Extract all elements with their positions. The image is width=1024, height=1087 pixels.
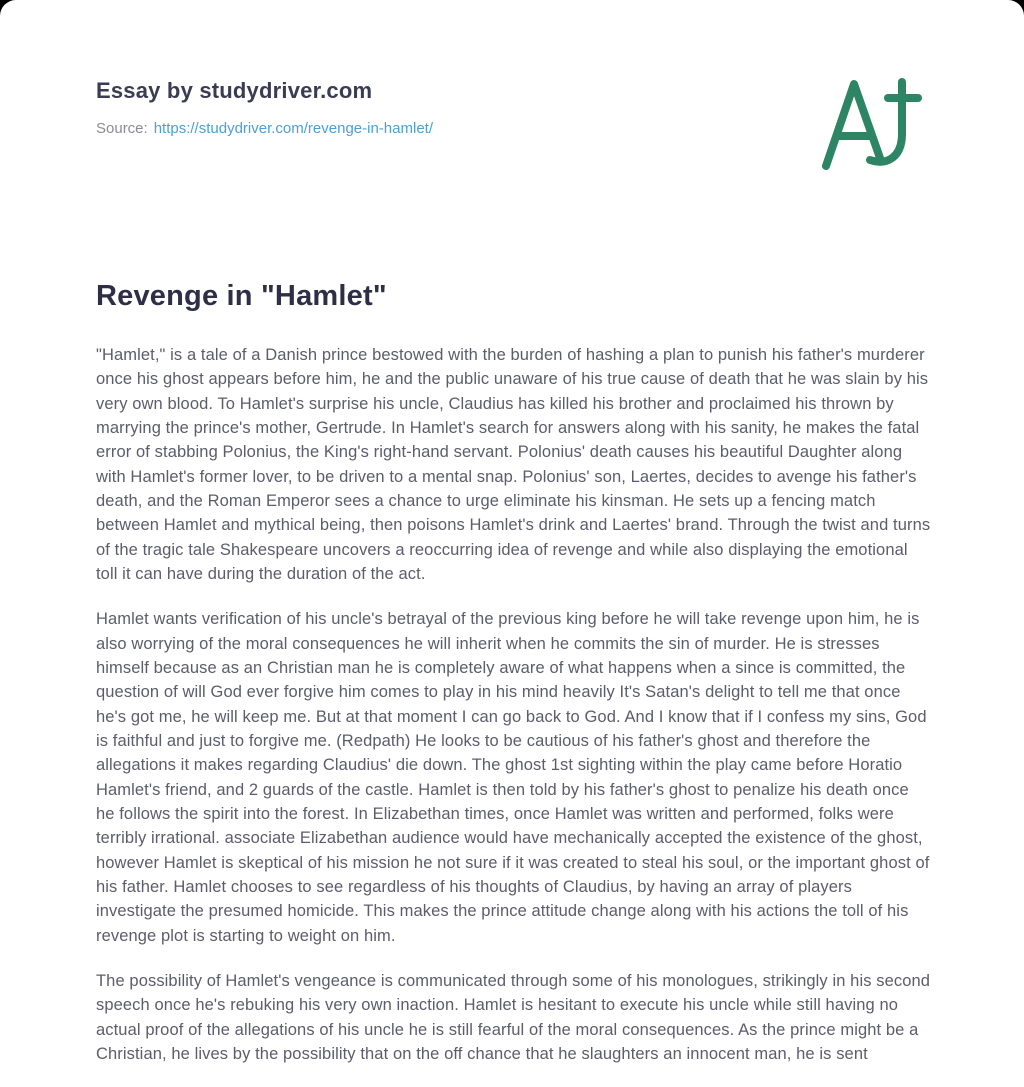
essay-paragraph-2: Hamlet wants verification of his uncle's betrayal of the previous king before he will take revenge upon him, he is also worrying of the moral consequences he will inherit when he commits the sin of murder. He is stresses himself because as an Christian man he is completely aware of what happens when a since is committed, the question of will God ever forgive him comes to play in his mind heavily It's Satan's delight to tell me that once he's got me, he will keep me. But at that moment I can go back to God. And I know that if I confess my sins, God is faithful and just to forgive me. (Redpath) He looks to be cautious of his father's ghost and therefore the allegations it makes regarding Claudius' die down. The ghost 1st sighting within the play came before Horatio Hamlet's friend, and 2 guards of the castle. Hamlet is then told by his father's ghost to penalize his death once he follows the spirit into the forest. In Elizabethan times, once Hamlet was written and performed, folks were terribly irrational. associate Elizabethan audience would have mechanically accepted the existence of the ghost, however Hamlet is skeptical of his mission he not sure if it was created to steal his soul, or the important ghost of his father. Hamlet chooses to see regardless of his thoughts of Claudius, by having an array of players investigate the presumed homicide. This makes the prince attitude change along with his actions the toll of his revenge plot is starting to weight on him. [96, 610, 930, 945]
essay-body [96, 343, 932, 1066]
essay-paragraph-3: The possibility of Hamlet's vengeance is communicated through some of his monologues, strikingly in his second speech once he's rebuking his very own inaction. Hamlet is hesitant to execute his uncle while still having no actual proof of the allegations of his uncle he is still fearful of the moral consequences. As the prince might be a Christian, he lives by the possibility that on the off chance that he slaughters an innocent man, he is sent [96, 971, 931, 1063]
essay-content [96, 280, 930, 1066]
source-line [96, 120, 433, 137]
header-text-block [96, 76, 433, 137]
essay-title: Revenge in "Hamlet" [96, 280, 387, 312]
document-header [96, 76, 930, 172]
studydriver-logo-icon [818, 76, 928, 172]
source-link[interactable]: https://studydriver.com/revenge-in-hamlet/ [153, 120, 433, 137]
essay-by-heading: Essay by studydriver.com [96, 78, 373, 103]
essay-paragraph-1: "Hamlet," is a tale of a Danish prince bestowed with the burden of hashing a plan to punish his father's murderer once his ghost appears before him, he and the public unaware of his true cause of death that he was slain by his very own blood. To Hamlet's surprise his uncle, Claudius has killed his brother and proclaimed his thrown by marrying the prince's mother, Gertrude. In Hamlet's search for answers along with his sanity, he makes the fatal error of stabbing Polonius, the King's right-hand servant. Polonius' death causes his beautiful Daughter along with Hamlet's former lover, to be driven to a mental snap. Polonius' son, Laertes, decides to avenge his father's death, and the Roman Emperor sees a chance to urge eliminate his kinsman. He sets up a fencing match between Hamlet and mythical being, then poisons Hamlet's drink and Laertes' brand. Through the twist and turns of the tragic tale Shakespeare uncovers a reoccurring idea of revenge and while also displaying the emotional toll it can have during the duration of the act. [96, 346, 931, 583]
source-label: Source: [96, 120, 148, 137]
